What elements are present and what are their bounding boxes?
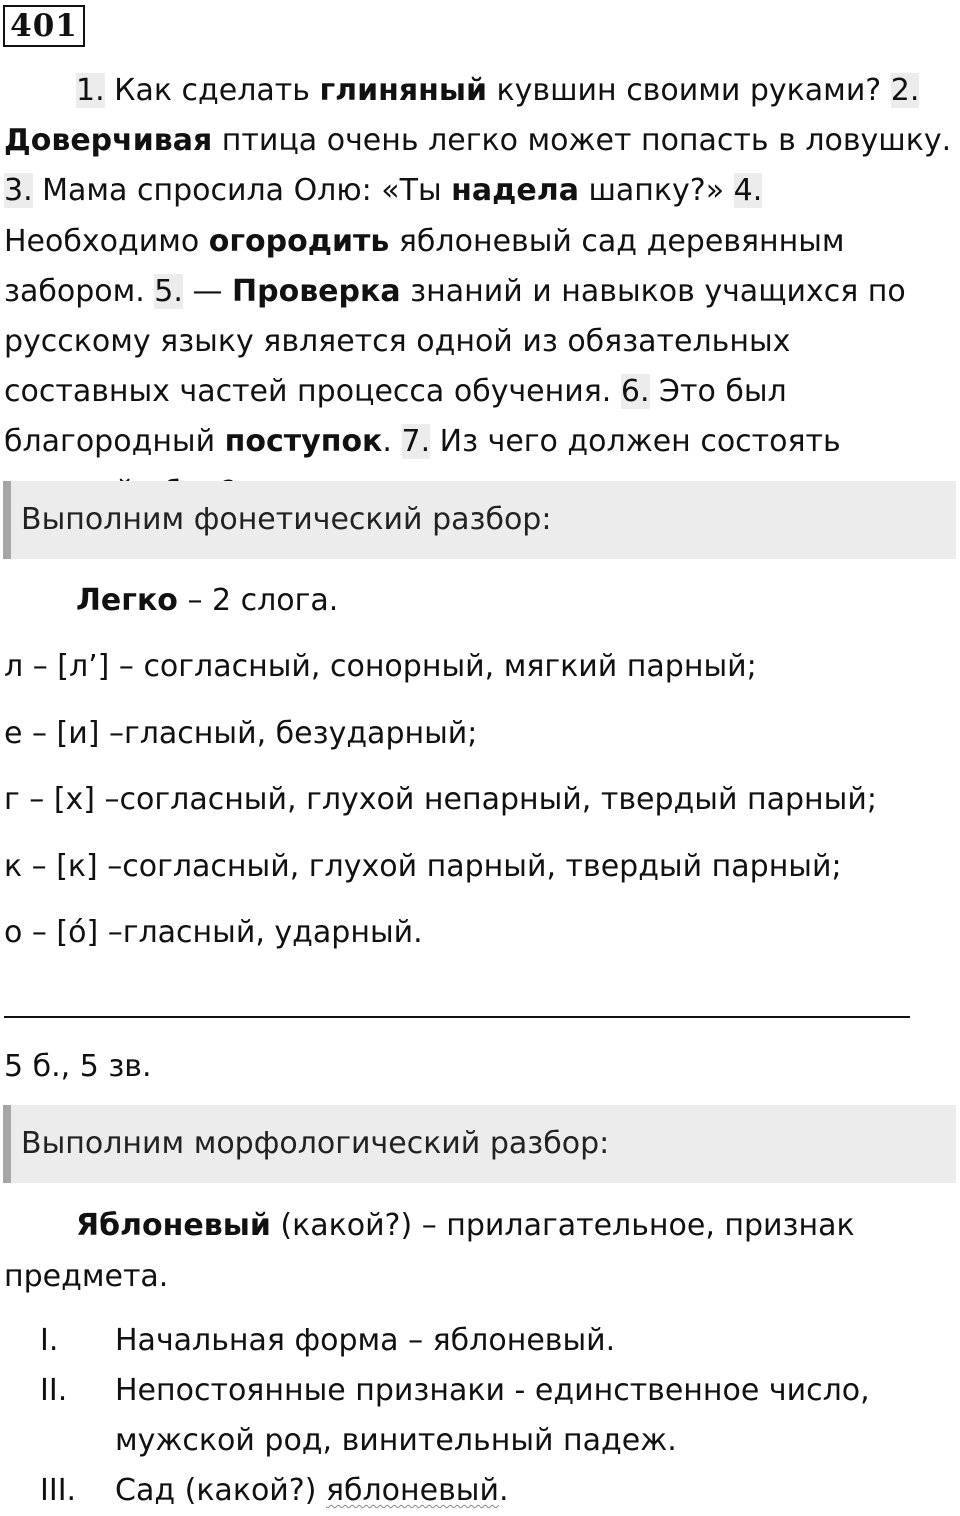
- divider-line: [4, 1016, 910, 1018]
- highlighted-word: надела: [451, 173, 579, 209]
- sentence-text: Как сделать: [104, 73, 320, 108]
- sentence-text: Мама спросила Олю: «Ты: [32, 173, 452, 209]
- sentence-text: Это был благородный: [4, 374, 787, 460]
- highlighted-word: поступок: [224, 424, 383, 460]
- sentences-paragraph: [4, 66, 956, 518]
- phonetic-heading: Выполним фонетический разбор:: [3, 481, 956, 559]
- phonetic-line: л – [л’] – согласный, сонорный, мягкий парный;: [4, 649, 757, 684]
- sentence-text: шапку?»: [578, 173, 734, 209]
- sentence-number: 7.: [401, 424, 431, 460]
- analyzed-word: Легко: [76, 583, 178, 618]
- sentence-number: 1.: [76, 73, 105, 108]
- list-item-text-part: Сад (какой?): [115, 1473, 326, 1508]
- list-item: [4, 1466, 956, 1512]
- phonetic-word-line: [4, 581, 956, 621]
- list-item-text-part: .: [498, 1473, 509, 1508]
- list-marker: I.: [40, 1323, 59, 1358]
- list-item-text: Начальная форма – яблоневый.: [115, 1323, 616, 1358]
- sentence-text: кувшин своими руками?: [487, 73, 891, 108]
- task-number: 401: [3, 5, 85, 47]
- phonetic-line: к – [к] –согласный, глухой парный, твердый парный;: [4, 849, 842, 884]
- morphological-heading: Выполним морфологический разбор:: [3, 1105, 956, 1183]
- highlighted-word: Проверка: [232, 273, 401, 309]
- sentence-number: 6.: [620, 374, 650, 410]
- list-item: [4, 1366, 956, 1466]
- sentence-text: Из чего должен состоять: [430, 424, 841, 460]
- list-item: [4, 1316, 956, 1366]
- sentence-text: .: [382, 424, 402, 460]
- sentence-number: 2.: [890, 73, 920, 108]
- sentence-text: яблоневый сад деревянным забором.: [4, 223, 845, 309]
- sentence-number: 3.: [4, 173, 33, 209]
- letters-sounds-summary: 5 б., 5 зв.: [4, 1049, 152, 1084]
- list-marker: III.: [40, 1473, 77, 1508]
- sentence-number: 5.: [154, 273, 183, 309]
- underlined-word: яблоневый: [325, 1473, 499, 1508]
- phonetic-line: о – [о́] –гласный, ударный.: [4, 915, 423, 950]
- phonetic-line: е – [и] –гласный, безударный;: [4, 716, 478, 751]
- phonetic-line: г – [х] –согласный, глухой непарный, твердый парный;: [4, 782, 877, 817]
- highlighted-word: огородить: [208, 223, 390, 259]
- highlighted-word: глиняный: [319, 73, 487, 108]
- sentence-text: знаний и навыков учащихся по русскому языку является одной из обязательных составных частей процесса обучения.: [4, 273, 906, 410]
- analyzed-word: Яблоневый: [76, 1208, 271, 1243]
- sentence-number: 4.: [733, 173, 763, 209]
- syllable-count: – 2 слога.: [177, 583, 339, 618]
- part-of-speech: (какой?) – прилагательное, признак предмета.: [4, 1208, 855, 1294]
- sentence-text: Необходимо: [4, 223, 209, 259]
- sentence-text: птица очень легко может попасть в ловушку.: [212, 123, 952, 159]
- morphological-intro: [4, 1200, 904, 1302]
- sentence-text: —: [182, 273, 232, 309]
- list-item-text: [115, 1466, 915, 1516]
- list-item-text: Непостоянные признаки - единственное число, мужской род, винительный падеж.: [115, 1373, 870, 1458]
- highlighted-word: Доверчивая: [4, 123, 213, 159]
- list-marker: II.: [40, 1373, 68, 1408]
